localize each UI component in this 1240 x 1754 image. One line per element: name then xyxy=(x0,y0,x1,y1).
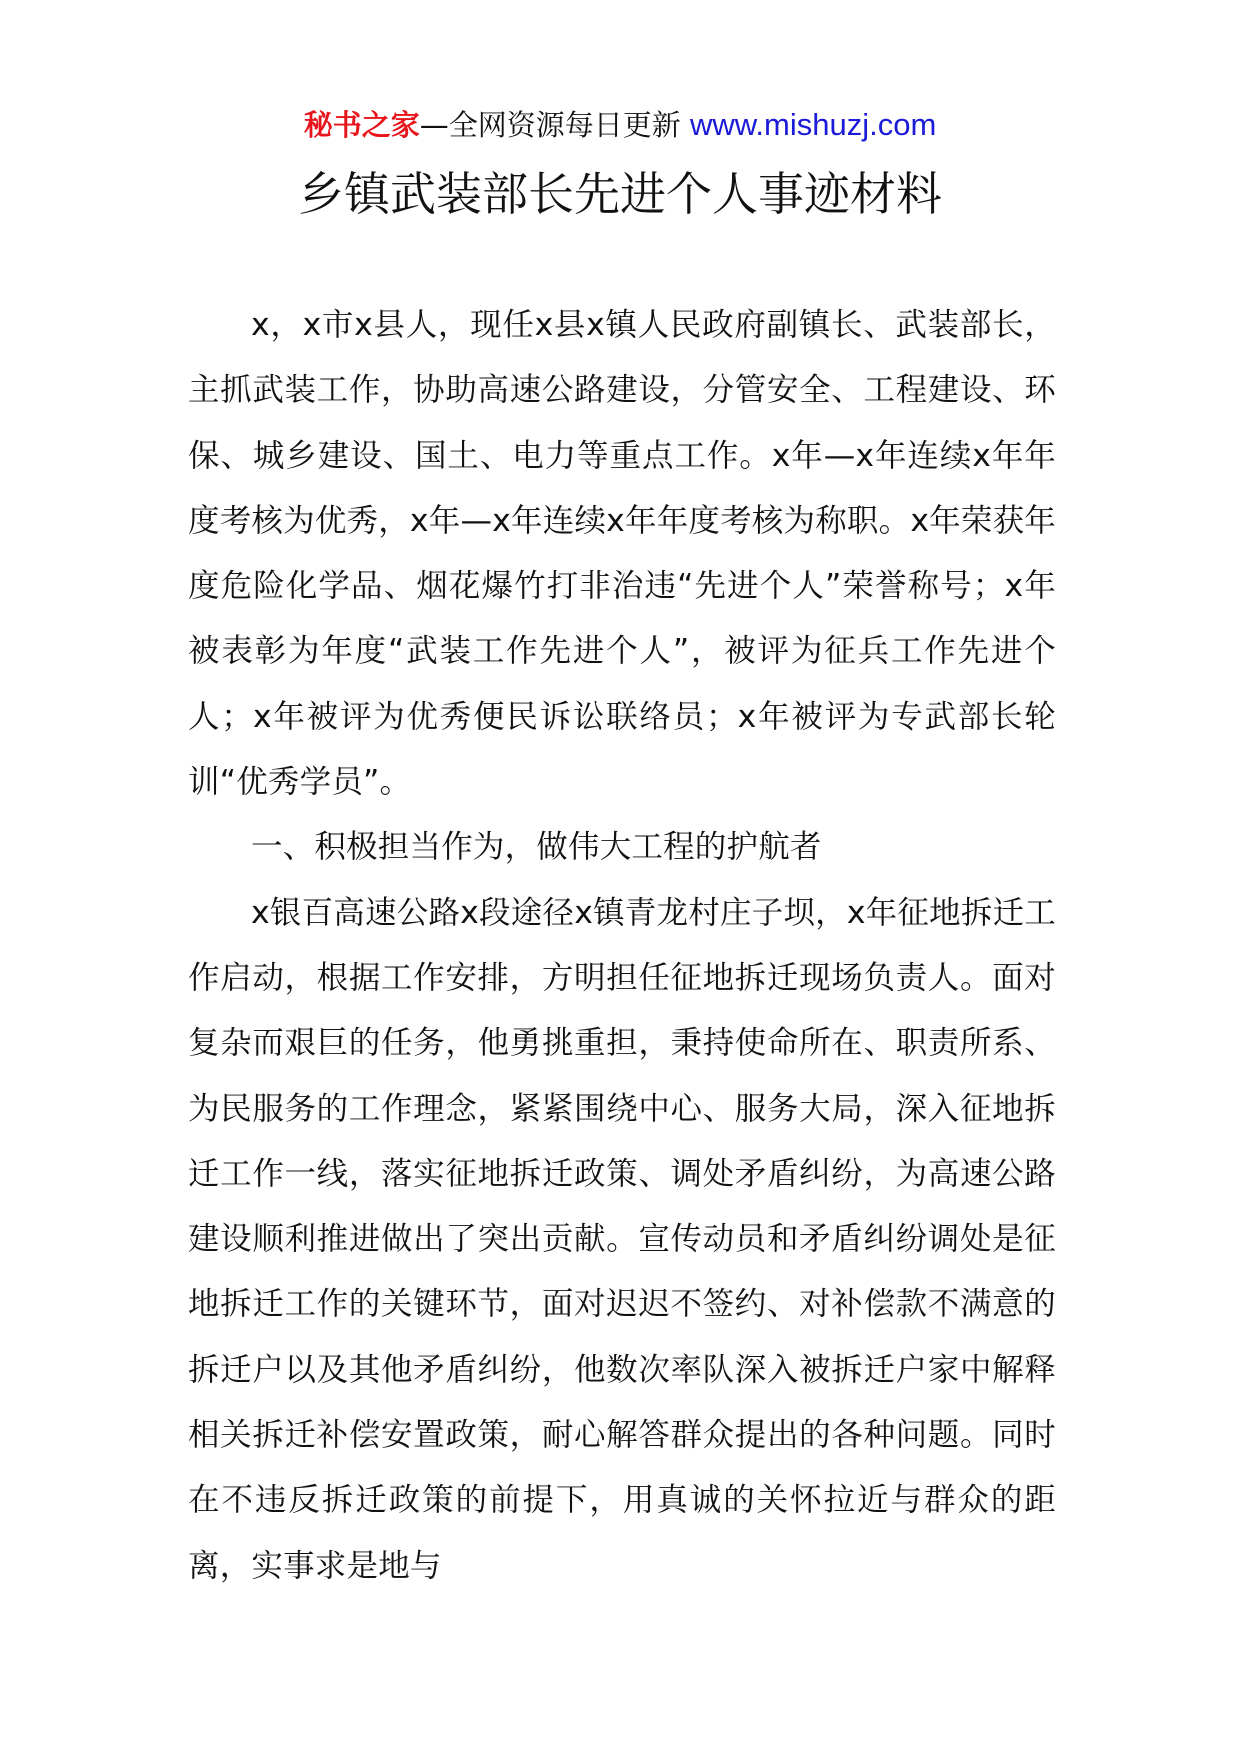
section-heading: 一、积极担当作为，做伟大工程的护航者 xyxy=(251,829,822,866)
intro-paragraph: x，x市x县人，现任x县x镇人民政府副镇长、武装部长，主抓武装工作，协助高速公路建设，分管安全、工程建设、环保、城乡建设、国土、电力等重点工作。x年—x年连续x年年度考核为优秀，x年—x年连续x年年度考核为称职。x年荣获年度危险化学品、烟花爆竹打非治违“先进个人”荣誉称号；x年被表彰为年度“武装工作先进个人”，被评为征兵工作先进个人；x年被评为优秀便民诉讼联络员；x年被评为专武部长轮训“优秀学员”。 xyxy=(188,307,1056,801)
header-tagline: —全网资源每日更新 xyxy=(419,108,690,142)
site-url-link[interactable]: www.mishuzj.com xyxy=(689,107,937,142)
body-paragraph: x银百高速公路x段途径x镇青龙村庄子坝，x年征地拆迁工作启动，根据工作安排，方明担任征地拆迁现场负责人。面对复杂而艰巨的任务，他勇挑重担，秉持使命所在、职责所系、为民服务的工作理念，紧紧围绕中心、服务大局，深入征地拆迁工作一线，落实征地拆迁政策、调处矛盾纠纷，为高速公路建设顺利推进做出了突出贡献。宣传动员和矛盾纠纷调处是征地拆迁工作的关键环节，面对迟迟不签约、对补偿款不满意的拆迁户以及其他矛盾纠纷，他数次率队深入被拆迁户家中解释相关拆迁补偿安置政策，耐心解答群众提出的各种问题。同时在不违反拆迁政策的前提下，用真诚的关怀拉近与群众的距离，实事求是地与 xyxy=(188,894,1056,1584)
document-title: 乡镇武装部长先进个人事迹材料 xyxy=(298,167,942,221)
document-body xyxy=(188,293,1056,1599)
site-header xyxy=(0,100,1240,150)
brand-name: 秘书之家 xyxy=(303,108,420,142)
